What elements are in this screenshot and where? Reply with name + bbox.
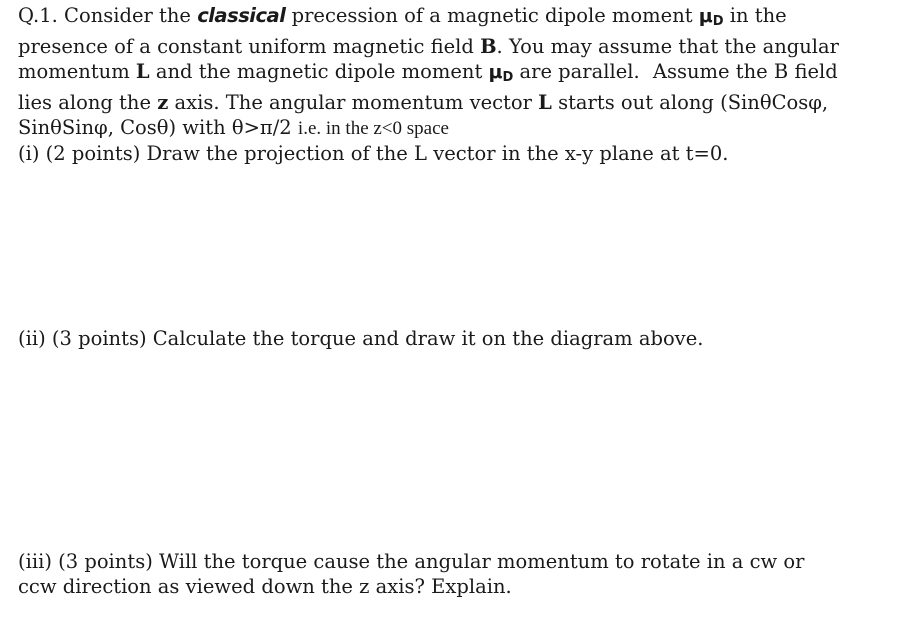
intro-text: SinθSinφ, Cosθ) with θ>π/2	[18, 116, 292, 139]
question-number: Q.1.	[18, 4, 58, 27]
mu-symbol: μ	[488, 61, 503, 83]
part-ii	[18, 326, 898, 351]
intro-line-5	[18, 115, 898, 141]
intro-text: presence of a constant uniform magnetic field	[18, 35, 474, 58]
L-symbol: L	[538, 91, 552, 114]
intro-line-1	[18, 3, 898, 34]
intro-text: starts out along (SinθCosφ,	[558, 91, 829, 114]
question-intro	[18, 3, 898, 166]
z-less-than-zero-note: i.e. in the z<0 space	[297, 118, 449, 139]
intro-text: lies along the	[18, 91, 151, 114]
intro-text: are parallel.	[519, 60, 640, 83]
intro-text: momentum	[18, 60, 130, 83]
part-iii	[18, 549, 898, 599]
intro-line-4	[18, 90, 898, 115]
intro-text: . You may assume that the angular	[496, 35, 839, 58]
intro-text: in the	[729, 4, 787, 27]
z-symbol: z	[157, 91, 169, 114]
intro-line-2	[18, 34, 898, 59]
part-iii-line-1: (iii) (3 points) Will the torque cause the angular momentum to rotate in a cw or	[18, 550, 805, 573]
intro-text: and the magnetic dipole moment	[155, 60, 483, 83]
mu-symbol: μ	[698, 5, 713, 27]
mu-subscript: D	[502, 70, 514, 85]
field-symbol: B	[480, 35, 497, 58]
intro-line-3	[18, 59, 898, 90]
part-i-text: (i) (2 points) Draw the projection of the L vector in the x-y plane at t=0.	[18, 142, 729, 165]
intro-text: Assume the B field	[652, 60, 838, 83]
intro-text: Consider the	[64, 4, 191, 27]
intro-text: axis. The angular momentum vector	[174, 91, 532, 114]
part-ii-text: (ii) (3 points) Calculate the torque and draw it on the diagram above.	[18, 327, 704, 350]
mu-subscript: D	[712, 14, 724, 29]
part-iii-line-2: ccw direction as viewed down the z axis? Explain.	[18, 575, 512, 598]
emphasis-classical: classical	[197, 4, 286, 27]
intro-text: precession of a magnetic dipole moment	[291, 4, 693, 27]
L-symbol: L	[135, 60, 150, 83]
